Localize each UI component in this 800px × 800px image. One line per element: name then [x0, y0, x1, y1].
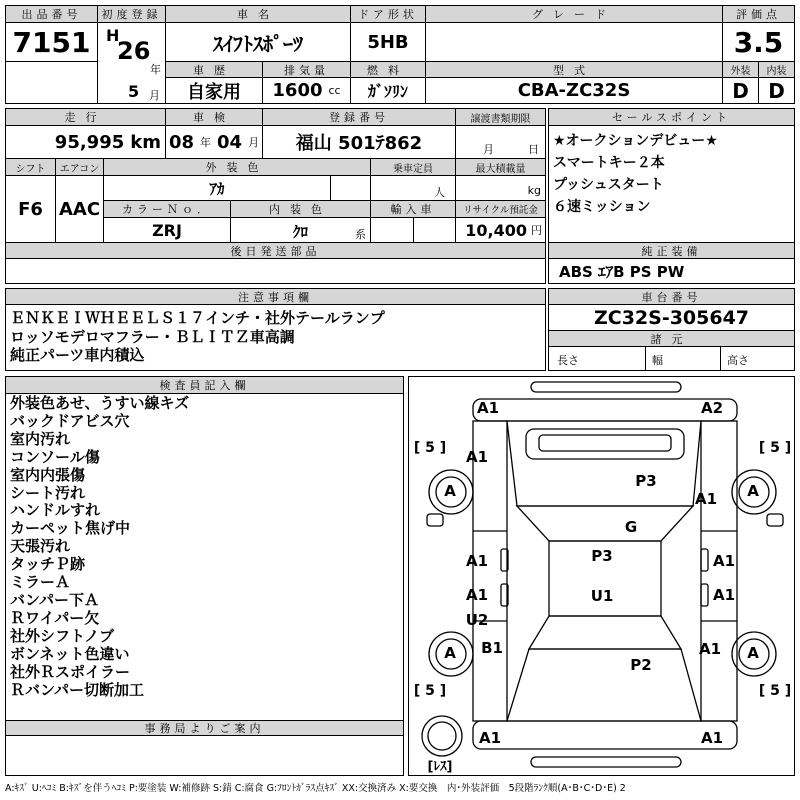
later-parts-body	[5, 258, 546, 284]
tire-tread-label: [ 5 ]	[413, 440, 447, 456]
fuel-value: ｶﾞｿﾘﾝ	[350, 77, 426, 104]
front-window-outline	[526, 429, 684, 459]
hood-outline	[507, 421, 701, 506]
color-number-header: カラーＮｏ．	[103, 200, 231, 218]
car-diagram	[409, 377, 795, 776]
damage-mark: G	[624, 518, 638, 536]
wheel-mark: A	[444, 482, 456, 500]
first-registration-box	[97, 22, 166, 104]
capacity-unit: 人	[434, 186, 445, 199]
lot-number-empty-cell	[5, 61, 98, 104]
capacity-header: 乗車定員	[370, 158, 456, 176]
recycle-deposit-unit: 円	[531, 224, 542, 237]
shift-header: シフト	[5, 158, 56, 176]
damage-mark: A1	[712, 552, 736, 570]
tire-tread-label: [ 5 ]	[758, 683, 792, 699]
inspector-note-line: 社外シフトノブ	[10, 626, 115, 645]
spec-width-label: 幅	[652, 354, 663, 367]
interior-color-suffix: 系	[355, 228, 366, 241]
specs-header: 諸元	[548, 330, 795, 347]
front-bumper-outline	[473, 399, 737, 421]
wheel-mark: A	[444, 644, 456, 662]
damage-mark: A1	[712, 586, 736, 604]
chassis-number-header: 車台番号	[548, 288, 795, 305]
spare-tire-label: [ﾚｽ]	[427, 759, 453, 775]
mileage-unit: km	[130, 131, 161, 153]
interior-grade-value: D	[758, 77, 795, 104]
inspector-note-line: カーペット焦げ中	[10, 519, 131, 538]
interior-color-value: ｸﾛ	[293, 223, 309, 241]
sales-points-list	[549, 126, 794, 218]
first-registration-year: 26	[117, 37, 151, 65]
inspection-month: 04	[217, 131, 243, 153]
max-load-box	[455, 175, 546, 201]
rear-glass-outline	[529, 616, 681, 649]
sales-point-item: ★オークションデビュー★	[553, 133, 718, 149]
sales-point-item: プッシュスタート	[553, 177, 664, 193]
inspector-note-line: コンソール傷	[10, 447, 100, 466]
inspector-note-line: シート汚れ	[10, 483, 86, 502]
sales-point-item: ６速ミッション	[553, 199, 651, 215]
right-rear-handle	[701, 584, 708, 606]
damage-mark: A1	[478, 729, 502, 747]
max-load-unit: kg	[527, 184, 541, 197]
damage-mark: A1	[700, 729, 724, 747]
aircon-value: AAC	[55, 175, 104, 243]
door-type-header: ドア形状	[350, 5, 426, 23]
damage-mark: A1	[465, 552, 489, 570]
hatch-outline	[507, 649, 701, 721]
inspector-note-line: 室内内張傷	[10, 465, 86, 484]
recycle-deposit-value: 10,400	[465, 220, 527, 240]
front-window-inner	[539, 435, 671, 451]
spare-tire-inner	[428, 722, 456, 750]
lot-number-value: 7151	[5, 22, 98, 62]
exterior-color-value: ｱｶ	[103, 175, 331, 201]
displacement-unit: cc	[328, 84, 341, 97]
import-car-cell-left	[370, 217, 414, 243]
grade-header: グレード	[425, 5, 723, 23]
interior-color-box	[230, 217, 371, 243]
tire-tread-label: [ 5 ]	[758, 440, 792, 456]
inspector-note-line: ハンドルすれ	[10, 501, 101, 520]
displacement-value: 1600	[272, 80, 323, 101]
inspection-box	[165, 125, 263, 159]
inspector-note-line: 天張汚れ	[10, 537, 71, 556]
door-type-value: 5HB	[350, 22, 426, 62]
office-notice-header: 事務局よりご案内	[5, 720, 404, 736]
registration-header: 登録番号	[262, 108, 456, 126]
import-car-cell-right	[413, 217, 456, 243]
tire-tread-label: [ 5 ]	[413, 683, 447, 699]
transfer-docs-day-unit: 日	[528, 143, 539, 156]
damage-mark: U1	[590, 587, 614, 605]
score-value: 3.5	[722, 22, 795, 62]
first-registration-month: 5	[128, 82, 140, 101]
note-line: ロッソモデロマフラー・ＢＬＩＴＺ車高調	[10, 327, 295, 346]
inspector-note-line: 室内汚れ	[10, 429, 71, 448]
mileage-value: 95,995	[54, 131, 125, 153]
recycle-deposit-header: リサイクル預託金	[455, 200, 546, 218]
inspector-notes-header: 検査員記入欄	[5, 376, 404, 394]
damage-mark: U2	[465, 611, 489, 629]
car-diagram-frame	[408, 376, 795, 776]
lot-number-header: 出品番号	[5, 5, 98, 23]
spec-width-cell	[645, 346, 721, 371]
recycle-deposit-box	[455, 217, 546, 243]
inspector-note-line: 外装色あせ、うすい線キズ	[10, 394, 190, 412]
exterior-grade-header: 外装	[722, 61, 759, 78]
model-code-header: 型式	[425, 61, 723, 78]
mileage-header: 走行	[5, 108, 166, 126]
grade-value	[425, 22, 723, 62]
color-number-value: ZRJ	[103, 217, 231, 243]
transfer-docs-header: 譲渡書類期限	[455, 108, 546, 126]
inspector-note-line: Ｒワイパー欠	[10, 608, 100, 627]
score-header: 評価点	[722, 5, 795, 23]
windshield-outline	[517, 506, 693, 541]
inspector-note-line: ミラーＡ	[10, 573, 71, 592]
inspector-note-line: バンパー下Ａ	[10, 590, 99, 609]
displacement-box	[262, 77, 351, 104]
first-registration-era: H	[106, 26, 120, 45]
history-value: 自家用	[165, 77, 263, 104]
right-mirror	[767, 514, 783, 526]
legend: A:ｷｽﾞ U:ﾍｺﾐ B:ｷｽﾞを伴うﾍｺﾐ P:要塗装 W:補修跡 S:錆 C:腐食 G:ﾌﾛﾝﾄｶﾞﾗｽ点ｷｽﾞ XX:交換済み X:要交換 内･外装評価 5段階ﾗﾝｸ順(A･B･C･D･E) 2	[5, 783, 626, 794]
displacement-header: 排気量	[262, 61, 351, 78]
first-registration-header: 初度登録	[97, 5, 166, 23]
shift-value: F6	[5, 175, 56, 243]
first-registration-month-unit: 月	[149, 89, 160, 102]
car-name-value: ｽｲﾌﾄｽﾎﾟｰﾂ	[165, 22, 351, 62]
notes-list	[6, 305, 545, 365]
max-load-header: 最大積載量	[455, 158, 546, 176]
mileage-box	[5, 125, 166, 159]
spec-height-cell	[720, 346, 795, 371]
import-car-header: 輸入車	[370, 200, 456, 218]
equipment-value: ABS ｴｱB PS PW	[548, 258, 795, 284]
inspector-note-line: 社外Ｒスポイラー	[10, 662, 131, 681]
sales-point-item: スマートキー２本	[553, 155, 665, 171]
first-registration-year-unit: 年	[150, 63, 161, 76]
office-notice-body	[5, 735, 404, 776]
inspector-note-line: ボンネット色違い	[10, 644, 130, 663]
damage-mark: P2	[630, 656, 652, 674]
damage-mark: P3	[635, 472, 657, 490]
spec-length-cell	[548, 346, 646, 371]
model-code-value: CBA-ZC32S	[425, 77, 723, 104]
rear-bumper-outline	[473, 721, 737, 749]
history-header: 車歴	[165, 61, 263, 78]
damage-mark: A1	[465, 586, 489, 604]
right-front-handle	[701, 549, 708, 571]
bottom-strip	[531, 757, 681, 767]
inspector-note-line: Ｒバンパー切断加工	[10, 680, 144, 699]
damage-mark: A1	[694, 490, 718, 508]
inspector-notes-list	[6, 394, 403, 699]
damage-mark: A2	[700, 399, 724, 417]
inspection-month-unit: 月	[248, 136, 260, 149]
notes-body	[5, 304, 546, 371]
notes-header: 注意事項欄	[5, 288, 546, 305]
spec-height-label: 高さ	[727, 354, 749, 367]
transfer-docs-box	[455, 125, 546, 159]
inspector-note-line: バックドアビス穴	[10, 411, 130, 430]
wheel-mark: A	[747, 644, 759, 662]
inspector-notes-body	[5, 393, 404, 721]
equipment-header: 純正装備	[548, 242, 795, 259]
inspection-year: 08	[168, 131, 194, 153]
inspection-header: 車検	[165, 108, 263, 126]
car-name-header: 車名	[165, 5, 351, 23]
damage-mark: A1	[465, 448, 489, 466]
damage-mark: A1	[476, 399, 500, 417]
sales-points-body	[548, 125, 795, 243]
damage-mark: P3	[591, 547, 613, 565]
capacity-box	[370, 175, 456, 201]
sales-points-header: セールスポイント	[548, 108, 795, 126]
aircon-header: エアコン	[55, 158, 104, 176]
transfer-docs-month-unit: 月	[483, 143, 494, 156]
interior-grade-header: 内装	[758, 61, 795, 78]
registration-value: 福山 501ﾃ862	[262, 125, 456, 159]
exterior-grade-value: D	[722, 77, 759, 104]
spec-length-label: 長さ	[557, 354, 579, 367]
top-bumper-strip	[531, 382, 681, 392]
inspection-year-unit: 年	[200, 136, 211, 149]
note-line: 純正パーツ車内積込	[10, 346, 145, 364]
wheel-mark: A	[747, 482, 759, 500]
left-mirror	[427, 514, 443, 526]
note-line: ＥＮＫＥＩＷＨＥＥＬＳ１７インチ・社外テールランプ	[10, 309, 385, 327]
exterior-color-header: 外装色	[103, 158, 371, 176]
damage-mark: A1	[698, 640, 722, 658]
inspector-note-line: タッチＰ跡	[10, 555, 86, 574]
fuel-header: 燃料	[350, 61, 426, 78]
damage-mark: B1	[481, 639, 503, 657]
later-parts-header: 後日発送部品	[5, 242, 546, 259]
interior-color-header: 内装色	[230, 200, 371, 218]
exterior-color-extra-cell	[330, 175, 371, 201]
chassis-number-value: ZC32S-305647	[548, 304, 795, 331]
